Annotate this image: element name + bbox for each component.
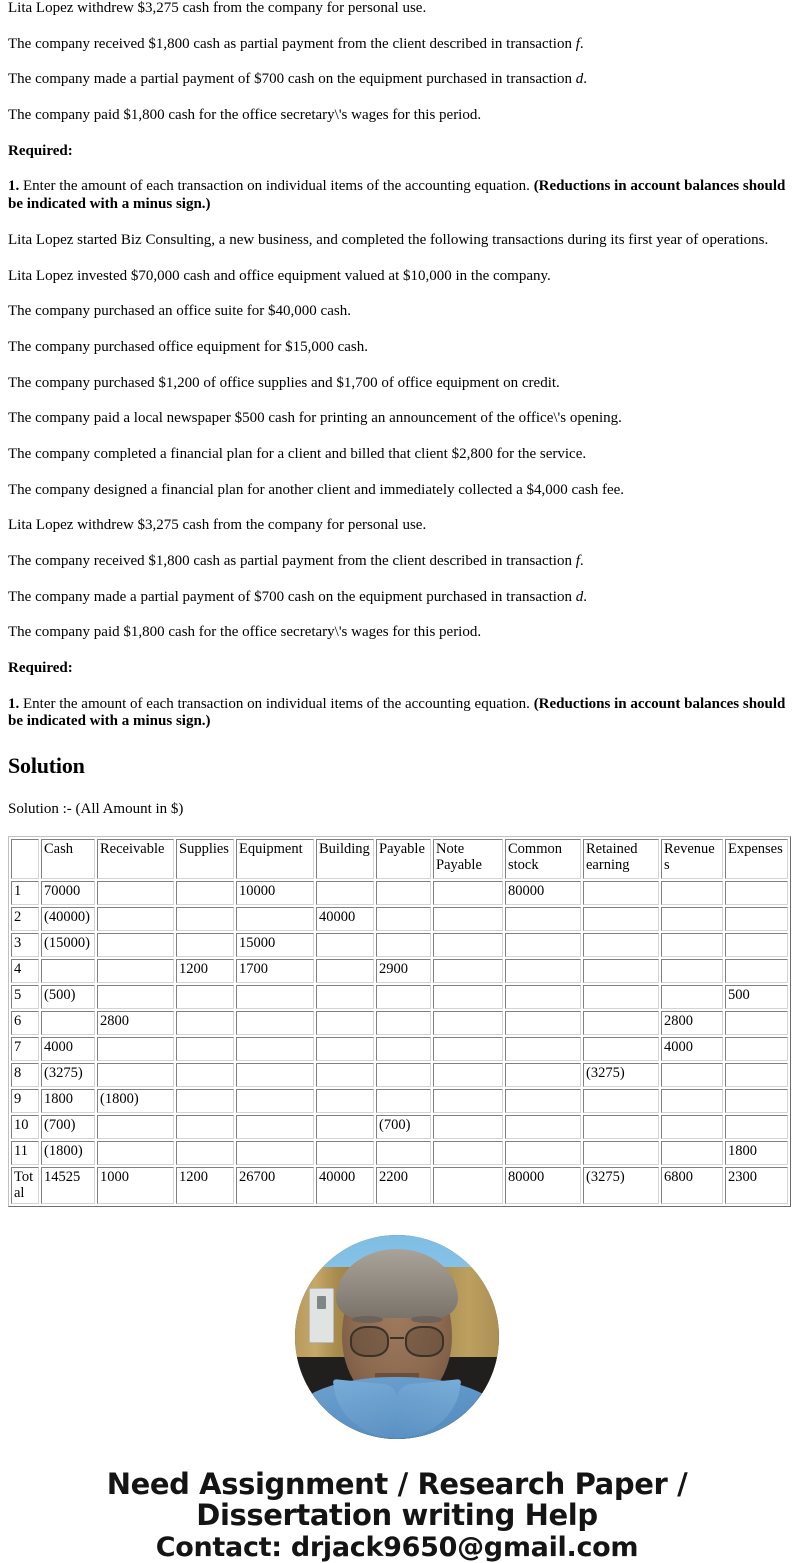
table-cell xyxy=(583,1037,659,1061)
table-cell xyxy=(376,881,431,905)
table-cell xyxy=(433,1037,503,1061)
table-cell xyxy=(505,1141,581,1165)
table-cell: (1800) xyxy=(97,1089,174,1113)
transaction-paragraph: The company completed a financial plan for a client and billed that client $2,800 for the service. xyxy=(8,445,587,462)
table-cell xyxy=(176,1141,234,1165)
table-cell xyxy=(433,1089,503,1113)
table-cell: 14525 xyxy=(41,1167,95,1203)
table-cell xyxy=(236,1141,314,1165)
table-cell xyxy=(376,1037,431,1061)
table-row-label: 5 xyxy=(11,985,39,1009)
avatar-glasses-left-lens xyxy=(350,1326,389,1357)
table-cell: 40000 xyxy=(316,907,374,931)
table-cell: 1000 xyxy=(97,1167,174,1203)
table-row xyxy=(11,1141,788,1165)
table-cell: 1200 xyxy=(176,1167,234,1203)
table-cell xyxy=(176,1063,234,1087)
table-cell xyxy=(376,907,431,931)
table-cell xyxy=(236,985,314,1009)
table-cell xyxy=(236,1089,314,1113)
footer-cta xyxy=(8,1466,786,1563)
table-cell xyxy=(583,1115,659,1139)
table-cell: 1800 xyxy=(41,1089,95,1113)
table-row xyxy=(11,933,788,957)
table-cell xyxy=(433,1115,503,1139)
table-cell xyxy=(97,959,174,983)
transaction-text: The company made a partial payment of $700 cash on the equipment purchased in transaction xyxy=(8,588,576,605)
table-cell xyxy=(316,1011,374,1035)
table-cell xyxy=(725,1063,788,1087)
table-body xyxy=(11,881,788,1203)
transaction-paragraph: The company made a partial payment of $700 cash on the equipment purchased in transaction d. xyxy=(8,588,587,605)
table-cell xyxy=(316,1141,374,1165)
table-cell xyxy=(176,1037,234,1061)
table-row-label: 7 xyxy=(11,1037,39,1061)
table-cell xyxy=(376,985,431,1009)
table-cell xyxy=(433,881,503,905)
table-cell: (3275) xyxy=(41,1063,95,1087)
table-row-label: 9 xyxy=(11,1089,39,1113)
table-cell: 2800 xyxy=(97,1011,174,1035)
table-header-cell: Revenues xyxy=(661,839,723,879)
table-cell: 80000 xyxy=(505,1167,581,1203)
table-cell xyxy=(376,1063,431,1087)
table-cell xyxy=(236,1011,314,1035)
table-cell xyxy=(41,1011,95,1035)
transaction-paragraph: The company purchased office equipment for $15,000 cash. xyxy=(8,338,369,355)
table-cell xyxy=(583,1089,659,1113)
table-header-cell: Building xyxy=(316,839,374,879)
table-row-label: 4 xyxy=(11,959,39,983)
transaction-paragraph: The company received $1,800 cash as partial payment from the client described in transaction f. xyxy=(8,553,584,569)
avatar-wall-switch xyxy=(309,1288,333,1343)
table-cell xyxy=(316,1037,374,1061)
table-row-label: Total xyxy=(11,1167,39,1203)
table-cell xyxy=(725,1037,788,1061)
table-cell: 4000 xyxy=(41,1037,95,1061)
table-cell xyxy=(661,881,723,905)
table-header-cell: Note Payable xyxy=(433,839,503,879)
table-cell: 2900 xyxy=(376,959,431,983)
table-row-label: 8 xyxy=(11,1063,39,1087)
cta-contact: Contact: drjack9650@gmail.com xyxy=(155,1532,639,1563)
solution-heading: Solution xyxy=(8,753,85,779)
table-cell xyxy=(433,1167,503,1203)
table-header-cell: Cash xyxy=(41,839,95,879)
transaction-ref-f: f xyxy=(575,553,580,569)
table-cell: (3275) xyxy=(583,1167,659,1203)
table-row xyxy=(11,907,788,931)
transaction-paragraph: The company made a partial payment of $700 cash on the equipment purchased in transaction d. xyxy=(8,71,587,88)
table-cell xyxy=(725,1089,788,1113)
problem-intro: Lita Lopez started Biz Consulting, a new business, and completed the following transactions during its first year of operations. xyxy=(8,231,769,248)
transaction-paragraph: The company paid $1,800 cash for the office secretary\'s wages for this period. xyxy=(8,107,482,124)
table-cell xyxy=(236,1115,314,1139)
table-cell: (15000) xyxy=(41,933,95,957)
requirement-emphasis: (Reductions in account balances should be indicated with a minus sign.) xyxy=(8,178,786,213)
table-row-label: 1 xyxy=(11,881,39,905)
table-row xyxy=(11,1089,788,1113)
table-header-cell: Retained earning xyxy=(583,839,659,879)
table-cell xyxy=(316,933,374,957)
avatar xyxy=(295,1235,499,1439)
transaction-paragraph: The company paid $1,800 cash for the office secretary\'s wages for this period. xyxy=(8,624,482,641)
table-cell xyxy=(725,1115,788,1139)
table-header-cell: Receivable xyxy=(97,839,174,879)
transaction-ref-f: f xyxy=(575,35,580,52)
table-cell xyxy=(661,933,723,957)
cta-headline: Need Assignment / Research Paper / Dissertation writing Help xyxy=(106,1466,688,1532)
requirement-top xyxy=(8,178,786,213)
accounting-equation-table xyxy=(8,836,791,1206)
table-cell xyxy=(661,985,723,1009)
table-cell xyxy=(316,959,374,983)
table-cell: 15000 xyxy=(236,933,314,957)
table-cell xyxy=(97,881,174,905)
table-cell: (1800) xyxy=(41,1141,95,1165)
table-cell xyxy=(661,1141,723,1165)
table-cell xyxy=(583,959,659,983)
table-cell xyxy=(433,933,503,957)
table-cell xyxy=(97,1141,174,1165)
table-cell: 40000 xyxy=(316,1167,374,1203)
table-cell xyxy=(433,959,503,983)
transaction-ref-d: d xyxy=(575,588,584,605)
requirement-text: Enter the amount of each transaction on individual items of the accounting equation. xyxy=(19,178,534,195)
table-cell: 80000 xyxy=(505,881,581,905)
table-cell xyxy=(583,933,659,957)
table-row xyxy=(11,1167,788,1203)
transaction-paragraph: Lita Lopez invested $70,000 cash and office equipment valued at $10,000 in the company. xyxy=(8,267,551,284)
table-cell xyxy=(176,1011,234,1035)
table-cell xyxy=(376,1089,431,1113)
table-cell xyxy=(316,881,374,905)
table-cell xyxy=(97,907,174,931)
table-row xyxy=(11,1063,788,1087)
transaction-paragraph: Lita Lopez withdrew $3,275 cash from the company for personal use. xyxy=(8,517,427,534)
table-cell: 2300 xyxy=(725,1167,788,1203)
table-cell xyxy=(176,907,234,931)
table-cell xyxy=(316,1089,374,1113)
transaction-paragraph: The company paid a local newspaper $500 cash for printing an announcement of the office\'s opening. xyxy=(8,410,622,427)
table-cell xyxy=(433,1141,503,1165)
table-row-label: 10 xyxy=(11,1115,39,1139)
required-label-bottom: Required: xyxy=(8,660,73,677)
transaction-paragraph: The company designed a financial plan for another client and immediately collected a $4,000 cash fee. xyxy=(8,481,625,498)
table-row-label: 3 xyxy=(11,933,39,957)
table-row-label: 6 xyxy=(11,1011,39,1035)
table-cell xyxy=(97,1063,174,1087)
table-cell xyxy=(725,1011,788,1035)
table-cell xyxy=(433,985,503,1009)
table-cell xyxy=(505,1089,581,1113)
table-header-cell: Supplies xyxy=(176,839,234,879)
table-row xyxy=(11,1115,788,1139)
table-cell xyxy=(176,881,234,905)
table-cell xyxy=(376,1011,431,1035)
table-cell xyxy=(661,1115,723,1139)
transaction-text: The company made a partial payment of $700 cash on the equipment purchased in transaction xyxy=(8,71,576,88)
table-cell xyxy=(725,933,788,957)
table-cell xyxy=(97,1115,174,1139)
table-cell: (700) xyxy=(41,1115,95,1139)
table-row xyxy=(11,985,788,1009)
table-cell: 500 xyxy=(725,985,788,1009)
table-cell xyxy=(176,933,234,957)
avatar-glasses-bridge xyxy=(390,1337,404,1339)
table-cell xyxy=(176,1115,234,1139)
table-header-cell: Expenses xyxy=(725,839,788,879)
table-cell xyxy=(236,907,314,931)
table-cell xyxy=(725,907,788,931)
table-cell: 2800 xyxy=(661,1011,723,1035)
table-cell: 1700 xyxy=(236,959,314,983)
table-cell: 26700 xyxy=(236,1167,314,1203)
table-cell xyxy=(505,933,581,957)
solution-subtitle: Solution :- (All Amount in $) xyxy=(8,800,184,817)
table-cell xyxy=(725,959,788,983)
table-cell xyxy=(583,881,659,905)
table-row xyxy=(11,1037,788,1061)
table-header-cell xyxy=(11,839,39,879)
table-row xyxy=(11,881,788,905)
table-cell xyxy=(583,985,659,1009)
top-transactions-block xyxy=(8,0,786,125)
table-cell xyxy=(505,907,581,931)
table-cell xyxy=(376,1141,431,1165)
table-cell: (500) xyxy=(41,985,95,1009)
table-cell xyxy=(583,907,659,931)
table-cell xyxy=(583,1141,659,1165)
table-cell xyxy=(505,1115,581,1139)
table-header-cell: Payable xyxy=(376,839,431,879)
requirement-bottom xyxy=(8,696,786,731)
table-cell xyxy=(236,1063,314,1087)
table-cell xyxy=(661,907,723,931)
table-cell xyxy=(97,985,174,1009)
table-header-cell: Equipment xyxy=(236,839,314,879)
table-cell xyxy=(97,933,174,957)
table-cell: 1200 xyxy=(176,959,234,983)
table-cell xyxy=(41,959,95,983)
transaction-paragraph: Lita Lopez withdrew $3,275 cash from the company for personal use. xyxy=(8,0,427,16)
table-cell: 2200 xyxy=(376,1167,431,1203)
table-cell xyxy=(505,1037,581,1061)
table-header-row xyxy=(11,839,788,879)
table-cell xyxy=(433,907,503,931)
transaction-paragraph: The company received $1,800 cash as partial payment from the client described in transaction f. xyxy=(8,35,584,52)
requirement-emphasis: (Reductions in account balances should be indicated with a minus sign.) xyxy=(8,695,786,730)
table-row xyxy=(11,959,788,983)
avatar-glasses-right-lens xyxy=(405,1326,444,1357)
table-cell xyxy=(725,881,788,905)
transaction-paragraph: The company purchased $1,200 of office supplies and $1,700 of office equipment on credit. xyxy=(8,374,560,391)
table-cell xyxy=(176,985,234,1009)
table-header-cell: Common stock xyxy=(505,839,581,879)
table-cell xyxy=(505,959,581,983)
table-cell: 70000 xyxy=(41,881,95,905)
table-row-label: 11 xyxy=(11,1141,39,1165)
table-cell xyxy=(433,1011,503,1035)
table-row-label: 2 xyxy=(11,907,39,931)
table-cell xyxy=(661,1063,723,1087)
table-cell: 4000 xyxy=(661,1037,723,1061)
table-cell: 10000 xyxy=(236,881,314,905)
table-cell: 1800 xyxy=(725,1141,788,1165)
table-cell: 6800 xyxy=(661,1167,723,1203)
transaction-ref-d: d xyxy=(575,71,584,88)
table-cell xyxy=(176,1089,234,1113)
requirement-number: 1. xyxy=(8,178,20,195)
table-cell xyxy=(661,1089,723,1113)
table-cell xyxy=(376,933,431,957)
required-label-top: Required: xyxy=(8,142,73,159)
table-cell xyxy=(505,1063,581,1087)
table-cell xyxy=(236,1037,314,1061)
transaction-paragraph: The company purchased an office suite for $40,000 cash. xyxy=(8,303,351,320)
requirement-text: Enter the amount of each transaction on individual items of the accounting equation. xyxy=(19,695,534,712)
table-cell xyxy=(316,985,374,1009)
table-cell xyxy=(505,1011,581,1035)
table-cell xyxy=(316,1063,374,1087)
table-cell: (700) xyxy=(376,1115,431,1139)
table-cell xyxy=(433,1063,503,1087)
table-cell xyxy=(97,1037,174,1061)
table-cell: (40000) xyxy=(41,907,95,931)
table-cell xyxy=(661,959,723,983)
avatar-container xyxy=(8,1235,786,1439)
table-row xyxy=(11,1011,788,1035)
requirement-number: 1. xyxy=(8,695,20,712)
transaction-text: The company received $1,800 cash as partial payment from the client described in transaction xyxy=(8,35,576,52)
table-cell: (3275) xyxy=(583,1063,659,1087)
table-cell xyxy=(316,1115,374,1139)
table-cell xyxy=(505,985,581,1009)
transaction-text: The company received $1,800 cash as partial payment from the client described in transaction xyxy=(8,553,576,569)
table-cell xyxy=(583,1011,659,1035)
